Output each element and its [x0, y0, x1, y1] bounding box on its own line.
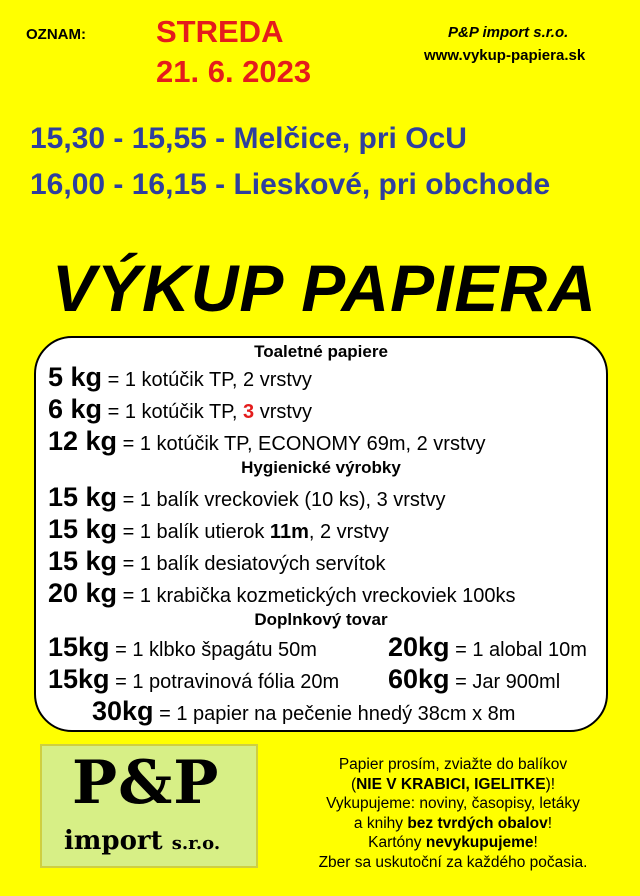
company-logo: [40, 744, 258, 868]
weight-label: 15 kg: [48, 514, 118, 544]
weight-label: 12 kg: [48, 426, 118, 456]
note-line: [288, 814, 618, 834]
logo-import-text: import: [64, 826, 163, 856]
note-line: [288, 775, 618, 795]
bold-value: 11m: [269, 521, 309, 543]
reward-text: = 1 potravinová fólia 20m: [109, 671, 340, 693]
logo-suffix: s.r.o.: [171, 833, 221, 854]
reward-text: = 1 kotúčik TP,: [102, 401, 244, 423]
weight-label: 15kg: [48, 664, 110, 694]
schedule-line: 15,30 - 15,55 - Melčice, pri OcU: [30, 122, 467, 155]
page-title: VÝKUP PAPIERA: [52, 251, 597, 325]
reward-text-tail: vrstvy: [254, 401, 312, 423]
highlight-value: 3: [243, 401, 255, 423]
reward-text: = 1 kotúčik TP, 2 vrstvy: [102, 369, 312, 391]
reward-text: = 1 kotúčik TP, ECONOMY 69m, 2 vrstvy: [117, 433, 486, 455]
reward-text: = 1 alobal 10m: [449, 639, 587, 661]
website-link[interactable]: www.vykup-papiera.sk: [424, 47, 586, 64]
company-name: P&P import s.r.o.: [448, 24, 569, 41]
note-text: (: [350, 775, 357, 793]
price-row: [48, 426, 486, 457]
price-row: [388, 664, 560, 695]
event-date: 21. 6. 2023: [156, 54, 312, 89]
price-row: [48, 664, 339, 695]
collection-notes: [288, 755, 618, 872]
note-text: !: [547, 814, 553, 832]
price-list-box: [34, 336, 608, 732]
price-row: [48, 514, 389, 545]
price-row: [48, 394, 312, 425]
section-heading-hygiene: Hygienické výrobky: [241, 458, 401, 477]
weight-label: 6 kg: [48, 394, 103, 424]
section-heading-toilet-paper: Toaletné papiere: [254, 342, 388, 361]
price-row: [48, 546, 386, 577]
weight-label: 15 kg: [48, 482, 118, 512]
weight-label: 15 kg: [48, 546, 118, 576]
note-text: a knihy: [353, 814, 408, 832]
weight-label: 20 kg: [48, 578, 118, 608]
weight-label: 30kg: [92, 696, 154, 726]
weight-label: 5 kg: [48, 362, 103, 392]
weight-label: 15kg: [48, 632, 110, 662]
schedule-line: 16,00 - 16,15 - Lieskové, pri obchode: [30, 168, 551, 201]
weight-label: 20kg: [388, 632, 450, 662]
reward-text: = Jar 900ml: [449, 671, 561, 693]
note-emphasis: bez tvrdých obalov: [407, 814, 548, 832]
note-emphasis: NIE V KRABICI, IGELITKE: [356, 775, 546, 793]
reward-text: = 1 papier na pečenie hnedý 38cm x 8m: [153, 703, 516, 725]
price-row: [48, 362, 312, 393]
reward-text: = 1 klbko špagátu 50m: [109, 639, 317, 661]
note-line: Zber sa uskutoční za každého počasia.: [318, 853, 588, 871]
note-text: Kartóny: [368, 834, 426, 851]
price-row: [92, 696, 515, 727]
note-emphasis: nevykupujeme: [425, 834, 534, 851]
section-heading-extra-goods: Doplnkový tovar: [254, 610, 388, 629]
note-text: !: [533, 834, 538, 851]
reward-text: = 1 balík vreckoviek (10 ks), 3 vrstvy: [117, 489, 446, 511]
price-row: [48, 578, 516, 609]
logo-wordmark: P&P: [72, 748, 220, 818]
price-row: [48, 482, 445, 513]
logo-subtitle: [64, 826, 220, 856]
weight-label: 60kg: [388, 664, 450, 694]
reward-text: = 1 balík utierok: [117, 521, 270, 543]
reward-text-tail: , 2 vrstvy: [308, 521, 389, 543]
note-line: Papier prosím, zviažte do balíkov: [338, 756, 568, 773]
price-row: [48, 632, 317, 663]
reward-text: = 1 krabička kozmetických vreckoviek 100ks: [117, 585, 516, 607]
note-text: )!: [545, 775, 556, 793]
notice-label: OZNAM:: [26, 26, 86, 43]
reward-text: = 1 balík desiatových servítok: [117, 553, 386, 575]
note-line: [288, 833, 618, 853]
day-of-week: STREDA: [156, 14, 284, 49]
price-row: [388, 632, 587, 663]
note-line: Vykupujeme: noviny, časopisy, letáky: [326, 795, 580, 812]
